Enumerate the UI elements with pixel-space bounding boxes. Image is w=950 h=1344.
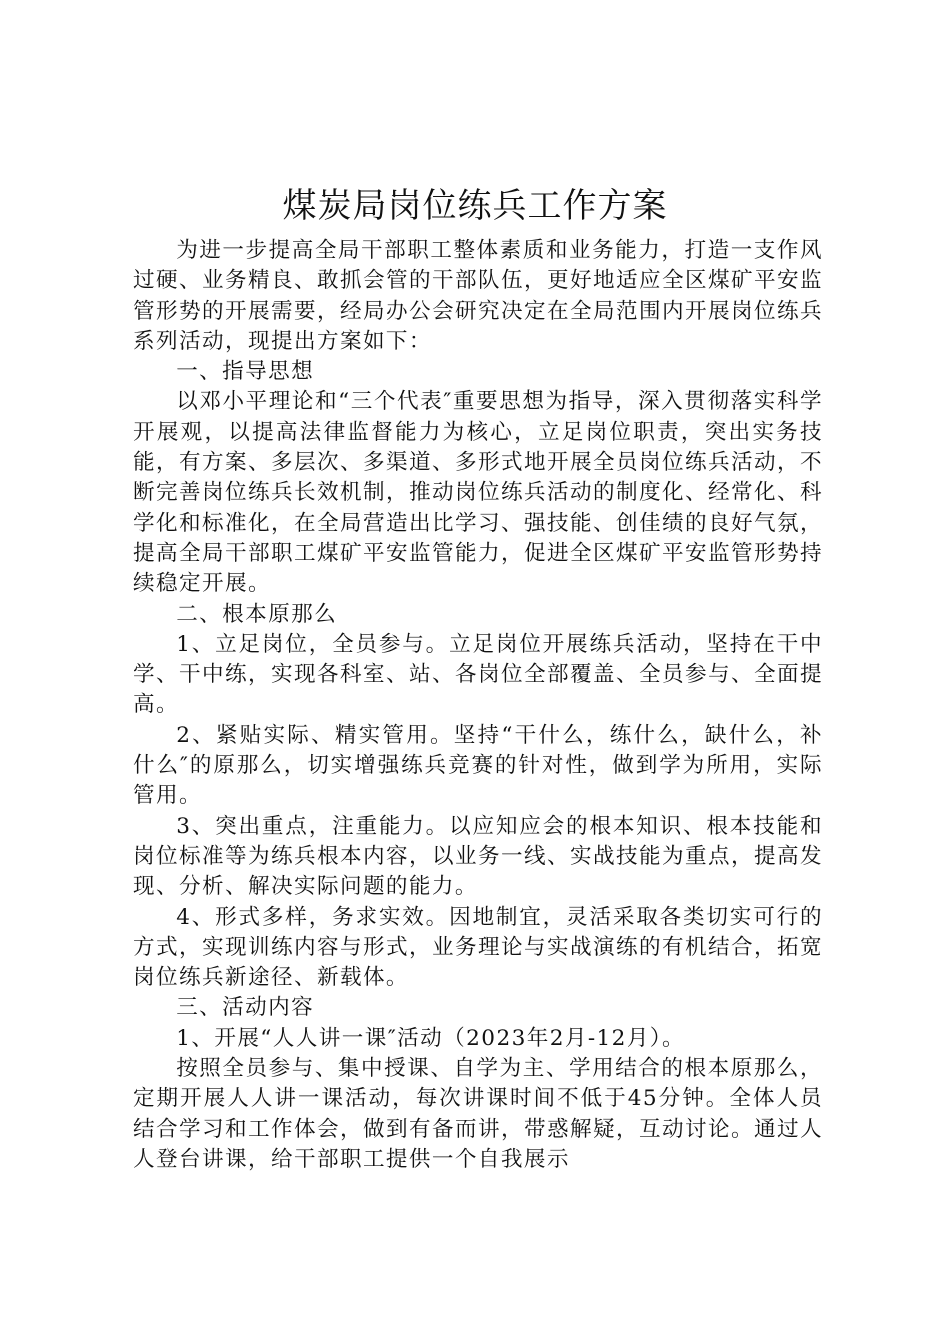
principle-4-paragraph: 4、形式多样，务求实效。因地制宜，灵活采取各类切实可行的方式，实现训练内容与形式，业务理论与实战演练的有机结合，拓宽岗位练兵新途径、新载体。: [133, 904, 823, 991]
section-heading-activities: 三、活动内容: [176, 995, 315, 1021]
activity-1-paragraph: 按照全员参与、集中授课、自学为主、学用结合的根本原那么，定期开展人人讲一课活动，每次讲课时间不低于45分钟。全体人员结合学习和工作体会，做到有备而讲，带惑解疑，互动讨论。通过人人登台讲课，给干部职工提供一个自我展示: [133, 1056, 823, 1172]
guiding-ideology-paragraph: 以邓小平理论和“三个代表″重要思想为指导，深入贯彻落实科学开展观，以提高法律监督能力为核心，立足岗位职责，突出实务技能，有方案、多层次、多渠道、多形式地开展全员岗位练兵活动，不断完善岗位练兵长效机制，推动岗位练兵活动的制度化、经常化、科学化和标准化，在全局营造出比学习、强技能、创佳绩的良好气氛，提高全局干部职工煤矿平安监管能力，促进全区煤矿平安监管形势持续稳定开展。: [133, 389, 823, 597]
document-body: [133, 236, 823, 1175]
intro-paragraph: 为进一步提高全局干部职工整体素质和业务能力，打造一支作风过硬、业务精良、敢抓会管的干部队伍，更好地适应全区煤矿平安监管形势的开展需要，经局办公会研究决定在全局范围内开展岗位练兵系列活动，现提出方案如下：: [133, 238, 823, 354]
section-heading-basic-principles: 二、根本原那么: [176, 601, 338, 627]
principle-1-paragraph: 1、立足岗位，全员参与。立足岗位开展练兵活动，坚持在干中学、干中练，实现各科室、站、各岗位全部覆盖、全员参与、全面提高。: [133, 631, 823, 718]
activity-1-heading: 1、开展“人人讲一课″活动（2023年2月-12月）。: [176, 1025, 685, 1051]
principle-3-paragraph: 3、突出重点，注重能力。以应知应会的根本知识、根本技能和岗位标准等为练兵根本内容，以业务一线、实战技能为重点，提高发现、分析、解决实际问题的能力。: [133, 813, 823, 900]
principle-2-paragraph: 2、紧贴实际、精实管用。坚持“干什么，练什么，缺什么，补什么″的原那么，切实增强练兵竞赛的针对性，做到学为所用，实际管用。: [133, 722, 823, 809]
document-title: 煤炭局岗位练兵工作方案: [282, 186, 668, 226]
section-heading-guiding-ideology: 一、指导思想: [176, 359, 315, 385]
